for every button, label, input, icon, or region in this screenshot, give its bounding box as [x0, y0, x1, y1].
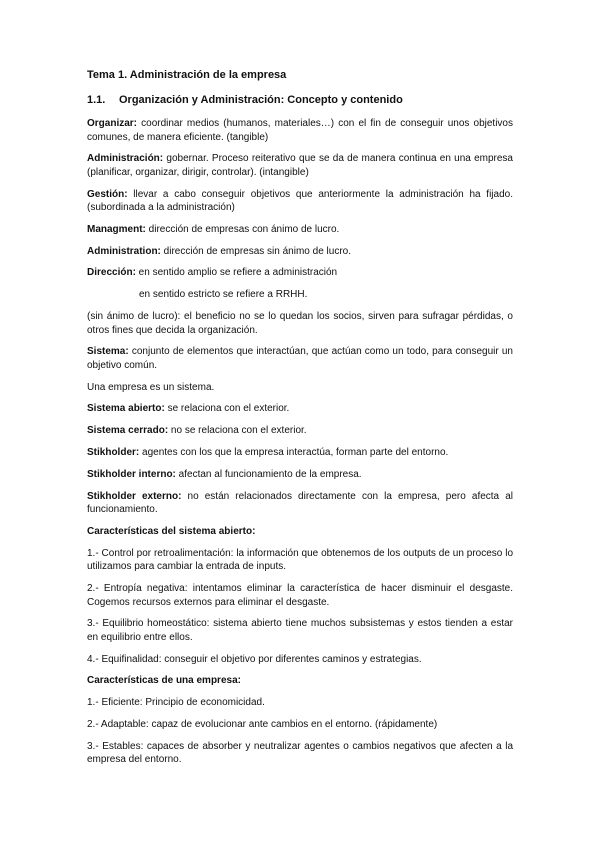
section-heading: [87, 93, 513, 107]
empresa-sistema-note: Una empresa es un sistema.: [87, 381, 215, 393]
list-item: 2.- Adaptable: capaz de evolucionar ante cambios en el entorno. (rápidamente): [87, 719, 438, 731]
direccion-strict-sense: en sentido estricto se refiere a RRHH.: [139, 289, 308, 301]
definition-stikholder-interno: [87, 468, 513, 482]
definition-term: Administration:: [87, 245, 161, 257]
definition-term: Stikholder externo:: [87, 490, 182, 502]
definition-text: afectan al funcionamiento de la empresa.: [175, 468, 362, 480]
definition-managment: [87, 223, 513, 237]
definition-term: Sistema:: [87, 346, 129, 358]
definition-term: Managment:: [87, 223, 146, 235]
definition-text: gobernar. Proceso reiterativo que se da de manera continua en una empresa (planificar, organizar, dirigir, controlar). (intangible): [87, 153, 513, 178]
document-page: [87, 68, 513, 775]
definition-term: Gestión:: [87, 188, 128, 200]
definition-sistema-abierto: [87, 402, 513, 416]
definition-text: dirección de empresas sin ánimo de lucro.: [160, 245, 351, 257]
definition-term: Sistema abierto:: [87, 403, 165, 415]
list-item: 1.- Control por retroalimentación: la información que obtenemos de los outputs de un proceso lo utilizamos para cambiar la entrada de inputs.: [87, 547, 513, 573]
definition-text: llevar a cabo conseguir objetivos que anteriormente la administración ha fijado. (subordinada a la administración): [87, 188, 513, 214]
definition-direccion: [87, 266, 513, 280]
lucro-note: (sin ánimo de lucro): el beneficio no se lo quedan los socios, sirven para sufragar pérdidas, o otros fines que decida la organización.: [87, 311, 513, 336]
definition-term: Organizar:: [87, 118, 138, 129]
list-item: 3.- Estables: capaces de absorber y neutralizar agentes o cambios negativos que afecten a la empresa del entorno.: [87, 740, 513, 766]
definition-text: no están relacionados directamente con la empresa, pero afecta al funcionamiento.: [87, 490, 513, 516]
definition-text: no se relaciona con el exterior.: [168, 425, 307, 437]
company-heading: Características de una empresa:: [87, 675, 241, 687]
definition-term: Sistema cerrado:: [87, 425, 169, 437]
definition-stikholder-externo: [87, 490, 513, 517]
definition-text: coordinar medios (humanos, materiales…) con el fin de conseguir unos objetivos comunes, de manera eficiente. (tangible): [87, 118, 513, 143]
definition-gestion: [87, 188, 513, 215]
open-system-heading: Características del sistema abierto:: [87, 525, 256, 537]
definition-administracion: [87, 152, 513, 179]
definition-text: en sentido amplio se refiere a administración: [135, 267, 338, 279]
definition-text: conjunto de elementos que interactúan, que actúan como un todo, para conseguir un objetivo común.: [87, 346, 513, 371]
definition-term: Stikholder interno:: [87, 468, 176, 480]
definition-administration: [87, 245, 513, 259]
definition-text: dirección de empresas con ánimo de lucro.: [145, 223, 340, 235]
definition-term: Administración:: [87, 153, 164, 165]
definition-stikholder: [87, 446, 513, 460]
definition-text: agentes con los que la empresa interactúa, forman parte del entorno.: [139, 447, 449, 459]
list-item: 4.- Equifinalidad: conseguir el objetivo por diferentes caminos y estrategias.: [87, 653, 422, 665]
list-item: 1.- Eficiente: Principio de economicidad.: [87, 697, 265, 709]
definition-term: Dirección:: [87, 267, 136, 279]
list-item: 2.- Entropía negativa: intentamos eliminar la característica de hacer disminuir el desgaste. Cogemos recursos externos para eliminar el desgaste.: [87, 583, 513, 608]
document-title: Tema 1. Administración de la empresa: [87, 69, 287, 81]
definition-sistema: [87, 345, 513, 372]
definition-sistema-cerrado: [87, 424, 513, 438]
definition-organizar: [87, 117, 513, 144]
section-number: 1.1.: [87, 94, 106, 106]
definition-text: se relaciona con el exterior.: [164, 403, 290, 415]
list-item: 3.- Equilibrio homeostático: sistema abierto tiene muchos subsistemas y estos tienden a estar en equilibrio entre ellos.: [87, 618, 513, 643]
definition-term: Stikholder:: [87, 447, 140, 459]
section-title: Organización y Administración: Concepto y contenido: [119, 94, 403, 106]
